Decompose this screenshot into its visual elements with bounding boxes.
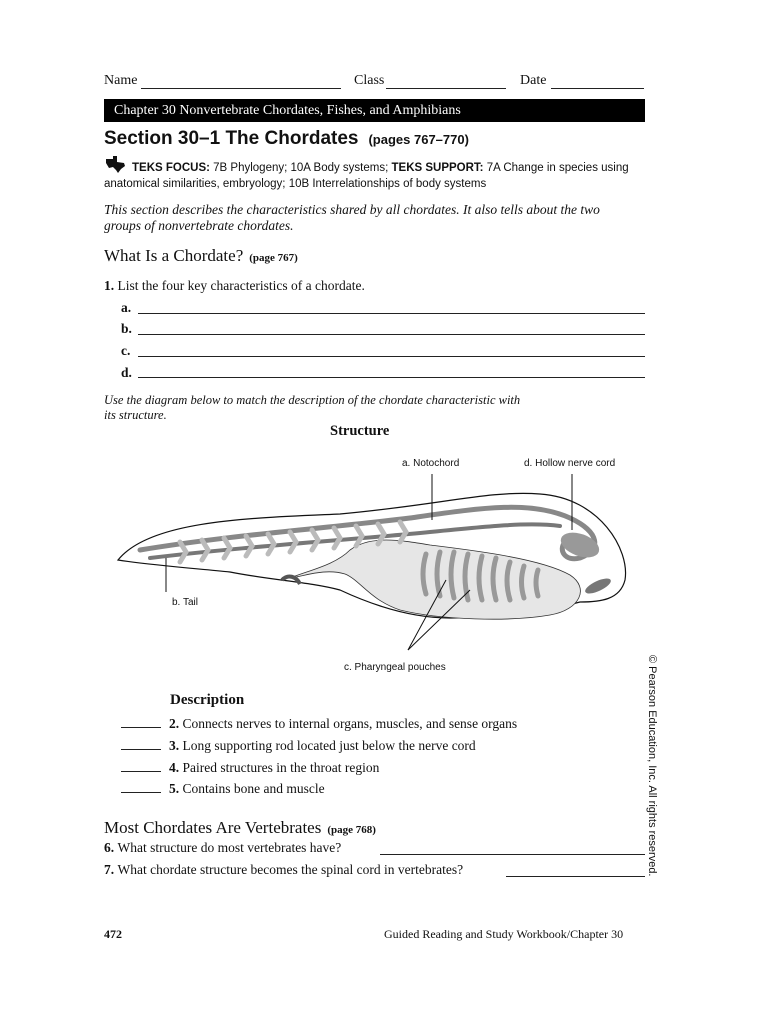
question-6-text: What structure do most vertebrates have?	[117, 840, 342, 855]
question-6	[104, 840, 341, 856]
answer-blank-5[interactable]	[121, 792, 161, 793]
question-1-number: 1.	[104, 278, 115, 293]
section-pages: (pages 767–770)	[368, 132, 469, 147]
teks-support-label: TEKS SUPPORT:	[391, 162, 484, 174]
question-1-text: List the four key characteristics of a chordate.	[117, 278, 365, 293]
name-field[interactable]	[141, 88, 341, 89]
blank-a-label: a.	[121, 300, 132, 315]
section-intro: This section describes the characteristics shared by all chordates. It also tells about the two groups of nonvertebrate chordates.	[104, 202, 600, 233]
question-7-text: What chordate structure becomes the spinal cord in vertebrates?	[117, 862, 464, 877]
question-1	[104, 278, 365, 294]
blank-b-label: b.	[121, 321, 132, 336]
section-title	[104, 128, 469, 150]
page-number: 472	[104, 927, 122, 941]
section-title-text: Section 30–1 The Chordates	[104, 128, 359, 149]
what-is-pages: (page 767)	[249, 252, 298, 264]
question-6-number: 6.	[104, 840, 115, 855]
item-number: 4.	[169, 760, 180, 775]
answer-line-7[interactable]	[506, 876, 645, 877]
description-heading: Description	[170, 692, 245, 708]
class-label: Class	[354, 73, 385, 88]
item-number: 5.	[169, 781, 180, 796]
blank-b-line[interactable]	[138, 334, 645, 335]
blank-a-line[interactable]	[138, 313, 645, 314]
vertebrates-heading	[104, 818, 376, 838]
question-7	[104, 862, 463, 878]
copyright-text: © Pearson Education, Inc. All rights reserved.	[646, 655, 658, 877]
item-text: Paired structures in the throat region	[182, 760, 380, 775]
label-nerve-cord: d. Hollow nerve cord	[524, 458, 616, 469]
answer-blank-3[interactable]	[121, 749, 161, 750]
answer-blank-2[interactable]	[121, 727, 161, 728]
teks-block	[104, 160, 644, 192]
label-pouches: c. Pharyngeal pouches	[344, 662, 446, 673]
chordate-diagram	[110, 450, 650, 680]
item-number: 3.	[169, 738, 180, 753]
teks-focus-text: 7B Phylogeny; 10A Body systems;	[209, 162, 392, 174]
item-text: Long supporting rod located just below the nerve cord	[182, 738, 476, 753]
structure-title: Structure	[330, 423, 390, 439]
date-label: Date	[520, 73, 547, 88]
label-notochord: a. Notochord	[402, 458, 460, 469]
item-number: 2.	[169, 716, 180, 731]
blank-d-label: d.	[121, 365, 132, 380]
vertebrates-heading-text: Most Chordates Are Vertebrates	[104, 818, 322, 837]
item-text: Connects nerves to internal organs, muscles, and sense organs	[182, 716, 518, 731]
teks-support-text: 7A Change in species using anatomical similarities, embryology; 10B Interrelationships of body systems	[104, 162, 629, 190]
book-title: Guided Reading and Study Workbook/Chapter 30	[384, 927, 624, 941]
blank-c-label: c.	[121, 343, 131, 358]
question-7-number: 7.	[104, 862, 115, 877]
description-item	[121, 760, 379, 776]
answer-blank-4[interactable]	[121, 771, 161, 772]
class-field[interactable]	[386, 88, 506, 89]
diagram-instructions: Use the diagram below to match the description of the chordate characteristic with its structure.	[104, 393, 521, 422]
blank-c-line[interactable]	[138, 356, 645, 357]
description-item	[121, 716, 517, 732]
blank-d-line[interactable]	[138, 377, 645, 378]
description-item	[121, 738, 476, 754]
description-item	[121, 781, 325, 797]
answer-line-6[interactable]	[380, 854, 645, 855]
teks-focus-label: TEKS FOCUS:	[132, 162, 210, 174]
date-field[interactable]	[551, 88, 644, 89]
label-tail: b. Tail	[172, 597, 198, 608]
what-is-heading	[104, 246, 298, 266]
name-label: Name	[104, 73, 138, 88]
what-is-heading-text: What Is a Chordate?	[104, 246, 244, 265]
item-text: Contains bone and muscle	[182, 781, 325, 796]
vertebrates-pages: (page 768)	[327, 824, 376, 836]
chapter-banner: Chapter 30 Nonvertebrate Chordates, Fishes, and Amphibians	[104, 99, 645, 122]
copyright-notice	[646, 655, 658, 877]
